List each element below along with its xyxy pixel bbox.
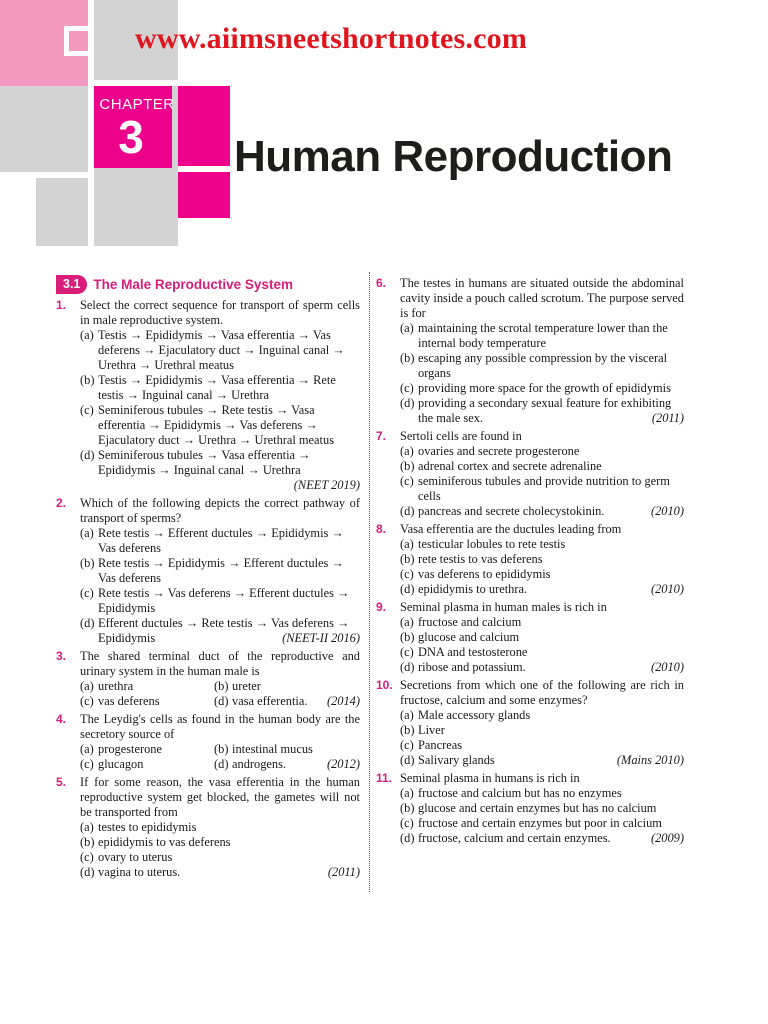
option-label: (c) xyxy=(400,381,414,395)
option-text: Rete testis → Vas deferens → Efferent ductules → Epididymis xyxy=(98,586,350,615)
question-item xyxy=(56,775,360,880)
option-label: (a) xyxy=(400,708,414,722)
option-label: (b) xyxy=(80,835,95,849)
option-text: Rete testis → Epididymis → Efferent ductules → Vas deferens xyxy=(98,556,344,585)
option-text: Male accessory glands xyxy=(418,708,531,722)
answer-option xyxy=(400,753,684,768)
answer-option xyxy=(400,504,684,519)
option-text: fructose and calcium but has no enzymes xyxy=(418,786,622,800)
option-text: adrenal cortex and secrete adrenaline xyxy=(418,459,602,473)
exam-source: (2011) xyxy=(651,411,684,425)
option-label: (a) xyxy=(400,786,414,800)
column-divider xyxy=(369,272,370,892)
option-label: (b) xyxy=(80,556,95,570)
exam-source: (2010) xyxy=(650,660,684,674)
option-text: pancreas and secrete cholecystokinin. (2010) xyxy=(418,504,684,518)
answer-option xyxy=(80,448,360,478)
question-number: 11. xyxy=(376,771,393,785)
answer-option xyxy=(400,786,684,801)
option-label: (b) xyxy=(80,373,95,387)
option-text: escaping any possible compression by the visceral organs xyxy=(418,351,668,380)
option-text: Seminiferous tubules → Rete testis → Vasa efferentia → Epididymis → Vas deferens → Ejaculatory duct → Urethra → Urethral meatus xyxy=(98,403,335,447)
option-text: intestinal mucus xyxy=(232,742,313,756)
option-text: Seminiferous tubules → Vasa efferentia → Epididymis → Inguinal canal → Urethra xyxy=(98,448,311,477)
deco-square-grey-left xyxy=(0,86,88,172)
answer-option xyxy=(214,742,360,757)
option-text: epididymis to urethra. (2010) xyxy=(418,582,684,596)
question-number: 5. xyxy=(56,775,67,789)
site-url-watermark: www.aiimsneetshortnotes.com xyxy=(135,22,528,55)
exam-source: (NEET-II 2016) xyxy=(282,631,360,645)
option-label: (a) xyxy=(80,526,94,540)
exam-source: (2010) xyxy=(650,504,684,518)
option-text: glucose and calcium xyxy=(418,630,520,644)
answer-option xyxy=(400,660,684,675)
answer-option xyxy=(214,757,360,772)
question-item xyxy=(56,496,360,646)
question-number: 7. xyxy=(376,429,387,443)
option-label: (d) xyxy=(80,616,95,630)
question-list-right xyxy=(376,276,684,846)
option-label: (d) xyxy=(400,660,415,674)
option-label: (d) xyxy=(400,753,415,767)
option-text: DNA and testosterone xyxy=(418,645,528,659)
option-label: (c) xyxy=(400,645,414,659)
option-text: androgens. (2012) xyxy=(232,757,360,771)
question-number: 3. xyxy=(56,649,67,663)
page-title: Human Reproduction xyxy=(234,132,673,181)
answer-option xyxy=(400,444,684,459)
option-text: vagina to uterus. (2011) xyxy=(98,865,360,879)
question-text: Sertoli cells are found in xyxy=(400,429,522,443)
question-number: 4. xyxy=(56,712,67,726)
option-text: progesterone xyxy=(98,742,162,756)
option-label: (b) xyxy=(400,459,415,473)
question-number: 6. xyxy=(376,276,387,290)
answer-option xyxy=(80,742,214,757)
section-title: The Male Reproductive System xyxy=(93,277,293,292)
section-heading xyxy=(56,275,360,294)
answer-option xyxy=(80,757,214,772)
answer-option xyxy=(80,820,360,835)
option-text: seminiferous tubules and provide nutrition to germ cells xyxy=(418,474,670,503)
option-label: (b) xyxy=(214,742,229,756)
question-text: If for some reason, the vasa efferentia in the human reproductive system get blocked, the gametes will not be transported from xyxy=(80,775,360,819)
exam-source: (2012) xyxy=(326,757,360,771)
option-text: fructose and certain enzymes but poor in calcium xyxy=(418,816,662,830)
exam-source: (Mains 2010) xyxy=(616,753,684,767)
question-text: Vasa efferentia are the ductules leading from xyxy=(400,522,622,536)
option-label: (d) xyxy=(214,757,229,771)
deco-square-pink-small xyxy=(178,86,230,166)
answer-option xyxy=(80,694,214,709)
option-text: vasa efferentia. (2014) xyxy=(232,694,360,708)
answer-option xyxy=(80,328,360,373)
option-label: (b) xyxy=(400,552,415,566)
option-text: testicular lobules to rete testis xyxy=(418,537,566,551)
option-label: (a) xyxy=(80,742,94,756)
question-text: Seminal plasma in humans is rich in xyxy=(400,771,580,785)
answer-option xyxy=(400,474,684,504)
question-text: The testes in humans are situated outside the abdominal cavity inside a pouch called scrotum. The purpose served is for xyxy=(400,276,684,320)
option-label: (d) xyxy=(400,582,415,596)
option-label: (b) xyxy=(214,679,229,693)
answer-option xyxy=(400,645,684,660)
option-label: (d) xyxy=(400,396,415,410)
question-item xyxy=(376,771,684,846)
option-label: (d) xyxy=(400,504,415,518)
option-text: Rete testis → Efferent ductules → Epididymis → Vas deferens xyxy=(98,526,344,555)
option-text: ribose and potassium. (2010) xyxy=(418,660,684,674)
answer-option xyxy=(400,708,684,723)
question-item xyxy=(376,678,684,768)
answer-option xyxy=(80,835,360,850)
answer-option xyxy=(80,403,360,448)
question-text: Seminal plasma in human males is rich in xyxy=(400,600,607,614)
option-text: vas deferens xyxy=(98,694,160,708)
answer-option xyxy=(400,630,684,645)
option-label: (d) xyxy=(80,865,95,879)
exam-source: (2009) xyxy=(650,831,684,845)
option-text: Efferent ductules → Rete testis → Vas deferens → Epididymis (NEET-II 2016) xyxy=(98,616,360,645)
right-column xyxy=(376,276,684,849)
chapter-label: CHAPTER xyxy=(99,96,175,113)
answer-option xyxy=(400,738,684,753)
option-label: (b) xyxy=(400,630,415,644)
option-label: (a) xyxy=(400,537,414,551)
question-item xyxy=(56,712,360,772)
question-number: 9. xyxy=(376,600,387,614)
option-text: Liver xyxy=(418,723,445,737)
option-text: providing a secondary sexual feature for exhibiting the male sex. (2011) xyxy=(418,396,684,425)
option-text: ovary to uterus xyxy=(98,850,173,864)
question-item xyxy=(376,522,684,597)
option-text: fructose, calcium and certain enzymes. (2009) xyxy=(418,831,684,845)
left-column xyxy=(56,275,360,883)
chapter-number: 3 xyxy=(118,111,144,163)
answer-option xyxy=(400,396,684,426)
section-number-badge: 3.1 xyxy=(56,275,87,294)
question-text: Select the correct sequence for transport of sperm cells in male reproductive system. xyxy=(80,298,360,327)
option-text: urethra xyxy=(98,679,134,693)
answer-option xyxy=(400,801,684,816)
option-text: Testis → Epididymis → Vasa efferentia → Vas deferens → Ejaculatory duct → Inguinal canal → Urethra → Urethral meatus xyxy=(98,328,345,372)
exam-source: (2014) xyxy=(326,694,360,708)
exam-source: (NEET 2019) xyxy=(293,478,360,492)
answer-option xyxy=(400,537,684,552)
answer-option xyxy=(80,679,214,694)
question-item xyxy=(56,649,360,709)
option-text: providing more space for the growth of epididymis xyxy=(418,381,671,395)
option-label: (b) xyxy=(400,801,415,815)
option-label: (c) xyxy=(80,694,94,708)
option-label: (a) xyxy=(80,820,94,834)
option-text: glucose and certain enzymes but has no calcium xyxy=(418,801,657,815)
question-text: Secretions from which one of the following are rich in fructose, calcium and some enzymes? xyxy=(400,678,684,707)
answer-option xyxy=(400,816,684,831)
answer-option xyxy=(400,582,684,597)
option-label: (b) xyxy=(400,723,415,737)
question-item xyxy=(376,600,684,675)
answer-option xyxy=(80,616,360,646)
option-label: (d) xyxy=(214,694,229,708)
answer-option xyxy=(80,526,360,556)
option-text: rete testis to vas deferens xyxy=(418,552,543,566)
option-label: (b) xyxy=(400,351,415,365)
option-label: (a) xyxy=(400,615,414,629)
option-label: (c) xyxy=(400,474,414,488)
answer-option xyxy=(400,321,684,351)
question-item xyxy=(376,429,684,519)
question-text: Which of the following depicts the correct pathway of transport of sperms? xyxy=(80,496,360,525)
option-label: (c) xyxy=(80,403,94,417)
question-item xyxy=(56,298,360,493)
option-label: (d) xyxy=(80,448,95,462)
option-text: glucagon xyxy=(98,757,144,771)
option-label: (c) xyxy=(80,850,94,864)
option-text: maintaining the scrotal temperature lower than the internal body temperature xyxy=(418,321,668,350)
answer-option xyxy=(400,381,684,396)
answer-option xyxy=(400,351,684,381)
answer-option xyxy=(80,850,360,865)
option-label: (c) xyxy=(400,567,414,581)
answer-option xyxy=(80,373,360,403)
option-text: ovaries and secrete progesterone xyxy=(418,444,580,458)
deco-square-pink-bottom xyxy=(178,172,230,218)
question-number: 8. xyxy=(376,522,387,536)
answer-option xyxy=(400,831,684,846)
exam-source: (2010) xyxy=(650,582,684,596)
question-text: The shared terminal duct of the reproductive and urinary system in the human male is xyxy=(80,649,360,678)
question-number: 10. xyxy=(376,678,393,692)
option-label: (c) xyxy=(400,816,414,830)
option-text: epididymis to vas deferens xyxy=(98,835,231,849)
answer-option xyxy=(400,615,684,630)
question-list-left xyxy=(56,298,360,880)
answer-option xyxy=(80,586,360,616)
question-number: 1. xyxy=(56,298,67,312)
answer-option xyxy=(400,723,684,738)
option-text: Testis → Epididymis → Vasa efferentia → Rete testis → Inguinal canal → Urethra xyxy=(98,373,336,402)
option-label: (c) xyxy=(80,757,94,771)
question-text: The Leydig's cells as found in the human body are the secretory source of xyxy=(80,712,360,741)
option-label: (c) xyxy=(80,586,94,600)
option-text: Pancreas xyxy=(418,738,463,752)
answer-option xyxy=(214,679,360,694)
option-text: fructose and calcium xyxy=(418,615,522,629)
option-label: (a) xyxy=(80,679,94,693)
answer-option xyxy=(400,459,684,474)
answer-option xyxy=(80,865,360,880)
option-label: (a) xyxy=(400,321,414,335)
option-label: (d) xyxy=(400,831,415,845)
option-text: vas deferens to epididymis xyxy=(418,567,551,581)
answer-option xyxy=(80,556,360,586)
exam-source: (2011) xyxy=(327,865,360,879)
option-text: testes to epididymis xyxy=(98,820,197,834)
option-label: (a) xyxy=(80,328,94,342)
option-text: ureter xyxy=(232,679,261,693)
question-item xyxy=(376,276,684,426)
answer-option xyxy=(400,552,684,567)
answer-option xyxy=(400,567,684,582)
question-number: 2. xyxy=(56,496,67,510)
option-label: (a) xyxy=(400,444,414,458)
option-label: (c) xyxy=(400,738,414,752)
answer-option xyxy=(214,694,360,709)
option-text: Salivary glands (Mains 2010) xyxy=(418,753,684,767)
deco-square-grey-small xyxy=(36,178,88,246)
